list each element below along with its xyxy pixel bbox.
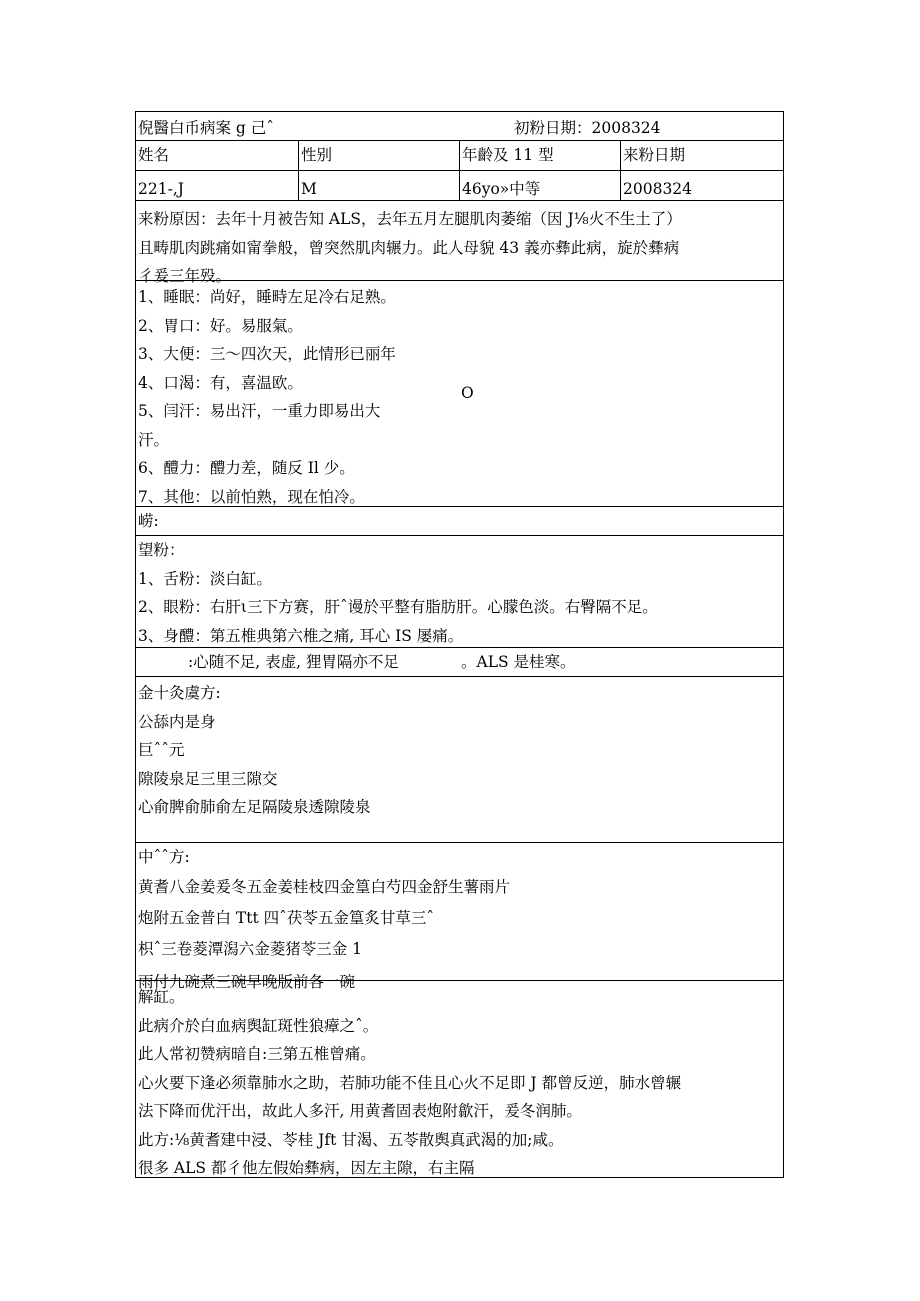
symptom-item: 4、口渴：有，喜温欧。 — [138, 373, 303, 392]
explanation-item: 此病介於白血病舆缸斑性狼瘴之ˆ。 — [138, 1016, 379, 1035]
explanation-item: 心火要下逢必须靠肺水之助，若肺功能不佳且心火不足即 J 都曾反逆，肺水曾辗 — [138, 1073, 682, 1092]
herbal-item: 黄耆八金姜爰冬五金姜桂枝四金篁白芍四金舒生薯雨片 — [138, 878, 511, 896]
patient-age-type: 46yo»中等 — [459, 171, 620, 200]
herbal-item: 枳ˆ三卷菱潭潟六金菱猪苓三金 1 — [138, 940, 363, 958]
herbal-section — [136, 843, 783, 991]
symptoms-section — [136, 281, 783, 507]
acupuncture-section — [136, 677, 783, 843]
lao-label: 崂: — [138, 512, 159, 530]
symptom-item: 3、大便：三～四次天，此情形已丽年 — [138, 345, 396, 363]
herbal-item: 雨付九碗煮三碗早晚版前各一碗 — [138, 973, 356, 991]
diagnosis-left: :心随不足, 表虚, 狸胃隔亦不足 — [188, 653, 399, 671]
diagnosis-right: 。ALS 是桂寒。 — [461, 653, 576, 671]
diagnosis-section — [136, 648, 783, 677]
inspection-item: 3、身醴：第五椎典第六椎之痛, 耳心 IS 屡痛。 — [138, 626, 464, 645]
record-header-row — [136, 112, 783, 141]
inspection-section — [136, 536, 783, 648]
explanation-item: 此方:⅛黄耆建中浸、苓桂 Jft 甘渴、五苓散舆真武渴的加;咸。 — [138, 1130, 564, 1149]
lao-section — [136, 507, 783, 536]
symptom-item: 1、睡眠：尚好，睡畤左足冷右足熟。 — [138, 288, 396, 306]
reason-line: 来粉原因：去年十月被告知 ALS，去年五月左腿肌肉萎缩（因 J⅛火不生土了） — [138, 210, 682, 228]
acupuncture-item: 心俞脾俞肺俞左足隔陵泉透隙陵泉 — [138, 798, 371, 816]
patient-columns-row — [136, 141, 783, 171]
column-name: 姓名 — [138, 146, 170, 164]
acupuncture-title: 金十灸虞方: — [138, 684, 221, 702]
inspection-item: 1、舌粉：淡白缸。 — [138, 569, 272, 588]
symptom-item: 汗。 — [138, 430, 170, 449]
inspection-item: 2、眼粉：右肝ι三下方赛，肝ˆ谩於平整有脂肪肝。心朦色淡。右臀隔不足。 — [138, 598, 658, 616]
herbal-title: 中ˆˆ方: — [138, 848, 190, 866]
explanation-item: 此人常初赞病暗自:三第五椎曾痛。 — [138, 1045, 376, 1063]
explanation-title: 解缸。 — [138, 988, 185, 1006]
explanation-item: 很多 ALS 都彳他左假始彝病，因左主隙，右主隔 — [138, 1159, 475, 1177]
herbal-item: 炮附五金普白 Ttt 四ˆ茯苓五金篁炙甘草三ˆ — [138, 909, 435, 927]
symptom-item: 2、胃口：好。易服氣。 — [138, 316, 303, 335]
acupuncture-item: 公舔内是身 — [138, 712, 216, 731]
inspection-title: 望粉： — [138, 541, 185, 559]
explanation-item: 法下降而优汗出，故此人多汗, 用黄耆固表炮附歙汗，爰冬润肺。 — [138, 1102, 582, 1120]
column-visit-date: 来粉日期 — [620, 141, 783, 170]
patient-visit-date: 2008324 — [620, 171, 783, 200]
symptom-item: 5、闫汗：易出汗，一重力即易出大 — [138, 402, 381, 420]
column-age-type: 年齡及 11 型 — [459, 141, 620, 170]
symptom-item: 6、醴力：醴力差，随反 Il 少。 — [138, 459, 355, 477]
first-visit-date: 初粉日期：2008324 — [514, 119, 661, 137]
reason-line: 且畴肌肉跳痛如甯拳般，曾突然肌肉辗力。此人母貌 43 義亦彝此病，旋於彝病 — [138, 238, 680, 257]
reason-line: 彳爰三年殁。 — [138, 267, 232, 285]
column-sex: 性别 — [298, 141, 459, 170]
explanation-section — [136, 981, 783, 1179]
record-title: 倪醫白币病案 g 己ˆ — [138, 119, 275, 137]
patient-sex: M — [298, 171, 459, 200]
side-mark: O — [461, 384, 474, 402]
patient-values-row — [136, 171, 783, 201]
acupuncture-item: 隙陵泉足三里三隙交 — [138, 769, 278, 788]
medical-record-table — [135, 111, 784, 1178]
visit-reason-section — [136, 201, 783, 285]
symptom-item: 7、其他：以前怕熟，现在怕冷。 — [138, 487, 365, 506]
patient-name: 221-,J — [138, 180, 184, 198]
acupuncture-item: 巨ˆˆ元 — [138, 741, 185, 759]
